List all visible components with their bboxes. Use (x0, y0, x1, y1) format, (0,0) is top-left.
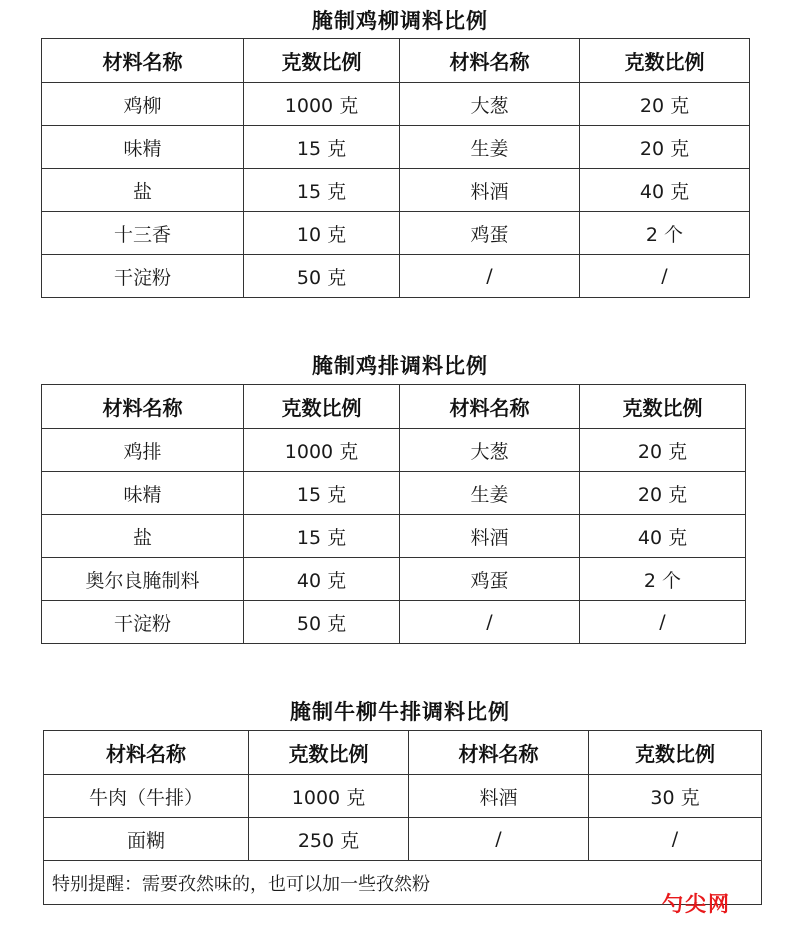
table-cell: / (580, 255, 750, 298)
table-cell: / (580, 601, 746, 644)
table-row (42, 255, 750, 298)
header-cell: 材料名称 (400, 385, 580, 429)
table-row (42, 558, 746, 601)
table-cell: 盐 (42, 169, 244, 212)
table-cell: 鸡蛋 (400, 558, 580, 601)
header-cell: 材料名称 (42, 385, 244, 429)
table-header-row (42, 385, 746, 429)
table-cell: 20 克 (580, 429, 746, 472)
table-header-row (44, 731, 762, 775)
header-cell: 克数比例 (244, 385, 400, 429)
table-row (42, 126, 750, 169)
table-cell: / (409, 818, 589, 861)
header-cell: 材料名称 (44, 731, 249, 775)
table-row (42, 83, 750, 126)
table-cell: 生姜 (400, 472, 580, 515)
table-cell: 1000 克 (244, 429, 400, 472)
header-cell: 材料名称 (42, 39, 244, 83)
table-cell: 20 克 (580, 472, 746, 515)
table-1-title: 腌制鸡柳调料比例 (312, 9, 488, 33)
table-2-title: 腌制鸡排调料比例 (312, 354, 488, 378)
table-cell: 大葱 (400, 83, 580, 126)
table-row (42, 169, 750, 212)
table-cell: 十三香 (42, 212, 244, 255)
table-cell: 1000 克 (244, 83, 400, 126)
table-cell: 15 克 (244, 169, 400, 212)
table-cell: 料酒 (409, 775, 589, 818)
table-row (44, 818, 762, 861)
table-cell: 干淀粉 (42, 255, 244, 298)
table-cell: 30 克 (589, 775, 762, 818)
table-cell: / (400, 255, 580, 298)
table-cell: 250 克 (249, 818, 409, 861)
site-watermark: 勺尖网 (662, 892, 731, 916)
table-cell: 10 克 (244, 212, 400, 255)
table-cell: 味精 (42, 126, 244, 169)
table-cell: 20 克 (580, 83, 750, 126)
table-header-row (42, 39, 750, 83)
table-row (42, 212, 750, 255)
table-cell: 20 克 (580, 126, 750, 169)
table-row (42, 429, 746, 472)
table-row (44, 775, 762, 818)
table-cell: 50 克 (244, 255, 400, 298)
table-cell: 50 克 (244, 601, 400, 644)
table-cell: 15 克 (244, 515, 400, 558)
table-cell: 鸡排 (42, 429, 244, 472)
table-cell: 盐 (42, 515, 244, 558)
table-cell: 2 个 (580, 558, 746, 601)
table-cell: 2 个 (580, 212, 750, 255)
table-cell: 鸡蛋 (400, 212, 580, 255)
header-cell: 材料名称 (409, 731, 589, 775)
table-1 (41, 38, 750, 298)
table-cell: 味精 (42, 472, 244, 515)
table-3-title: 腌制牛柳牛排调料比例 (290, 700, 510, 724)
table-cell: 干淀粉 (42, 601, 244, 644)
table-cell: 15 克 (244, 472, 400, 515)
header-cell: 克数比例 (244, 39, 400, 83)
header-cell: 克数比例 (589, 731, 762, 775)
table-2 (41, 384, 746, 644)
table-cell: / (589, 818, 762, 861)
table-cell: 奥尔良腌制料 (42, 558, 244, 601)
table-cell: 40 克 (580, 169, 750, 212)
table-row (42, 515, 746, 558)
table-cell: 面糊 (44, 818, 249, 861)
table-3 (43, 730, 762, 905)
header-cell: 克数比例 (580, 39, 750, 83)
header-cell: 克数比例 (580, 385, 746, 429)
table-cell: 生姜 (400, 126, 580, 169)
table-cell: 料酒 (400, 515, 580, 558)
table-row (42, 472, 746, 515)
table-cell: 15 克 (244, 126, 400, 169)
header-cell: 材料名称 (400, 39, 580, 83)
note-row (44, 861, 762, 905)
header-cell: 克数比例 (249, 731, 409, 775)
table-cell: / (400, 601, 580, 644)
table-cell: 鸡柳 (42, 83, 244, 126)
table-cell: 料酒 (400, 169, 580, 212)
table-cell: 40 克 (244, 558, 400, 601)
table-cell: 大葱 (400, 429, 580, 472)
table-cell: 1000 克 (249, 775, 409, 818)
table-cell: 40 克 (580, 515, 746, 558)
table-cell: 牛肉（牛排） (44, 775, 249, 818)
table-row (42, 601, 746, 644)
special-note: 特别提醒：需要孜然味的，也可以加一些孜然粉 (44, 861, 762, 905)
